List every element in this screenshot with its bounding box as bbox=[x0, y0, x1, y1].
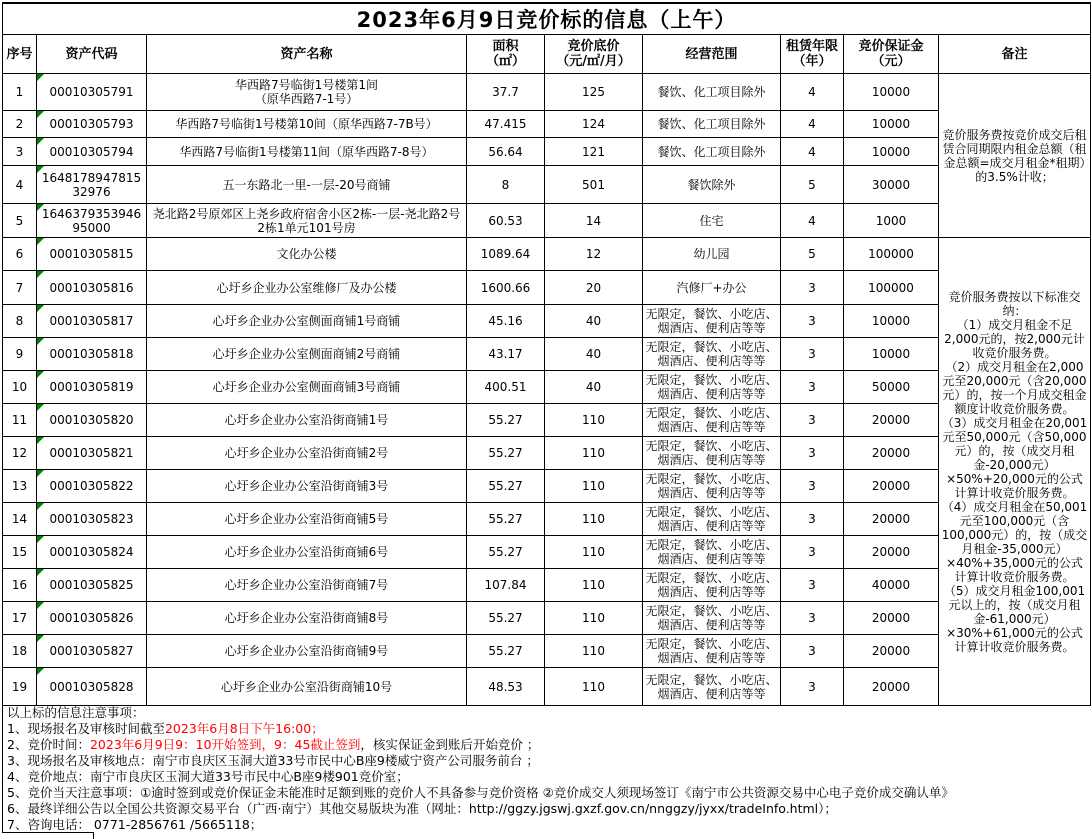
note-highlight-text: 2023年6月8日下午16:00； bbox=[164, 721, 324, 736]
cell-asset-code: 00010305793 bbox=[37, 111, 147, 138]
cell-start-price: 40 bbox=[545, 371, 643, 404]
cell-asset-code: 00010305817 bbox=[37, 305, 147, 338]
cell-index: 18 bbox=[3, 635, 37, 668]
cell-business-scope: 无限定，餐饮、小吃店、烟酒店、便利店等等 bbox=[643, 503, 781, 536]
cell-deposit: 40000 bbox=[844, 569, 939, 602]
cell-corner-marker-icon bbox=[37, 404, 44, 411]
column-header-4: 竞价底价 （元/㎡/月） bbox=[545, 35, 643, 74]
cell-area: 55.27 bbox=[467, 503, 545, 536]
cell-area: 60.53 bbox=[467, 204, 545, 238]
cell-deposit: 100000 bbox=[844, 238, 939, 271]
cell-lease-years: 3 bbox=[781, 437, 844, 470]
cell-index: 13 bbox=[3, 470, 37, 503]
cell-corner-marker-icon bbox=[37, 111, 44, 118]
cell-corner-marker-icon bbox=[37, 271, 44, 278]
cell-asset-code: 00010305791 bbox=[37, 74, 147, 111]
remark-paragraph: （2）成交月租金在2,000元至20,000元（含20,000元）的，按一个月成交租金额度计收竞价服务费。 bbox=[942, 359, 1087, 416]
note-line-2 bbox=[7, 737, 1092, 753]
table-row bbox=[3, 536, 1091, 569]
note-line-6 bbox=[7, 801, 1092, 817]
cell-index: 15 bbox=[3, 536, 37, 569]
cell-lease-years: 3 bbox=[781, 404, 844, 437]
table-row bbox=[3, 238, 1091, 271]
cell-business-scope: 无限定，餐饮、小吃店、烟酒店、便利店等等 bbox=[643, 470, 781, 503]
table-header-row bbox=[3, 35, 1091, 74]
remark-paragraph: （3）成交月租金在20,001元至50,000元（含50,000元）的，按（成交月租金-20,000元）×50%+20,000元的公式计算计收竞价服务费。 bbox=[941, 415, 1088, 500]
note-text: 7、咨询电话： 0771-2856761 /5665118； bbox=[7, 817, 263, 832]
title-row bbox=[3, 3, 1091, 35]
note-line-1 bbox=[7, 721, 1092, 737]
cell-start-price: 14 bbox=[545, 204, 643, 238]
cell-start-price: 20 bbox=[545, 271, 643, 305]
cell-area: 45.16 bbox=[467, 305, 545, 338]
cell-business-scope: 无限定，餐饮、小吃店、烟酒店、便利店等等 bbox=[643, 371, 781, 404]
cell-business-scope: 无限定，餐饮、小吃店、烟酒店、便利店等等 bbox=[643, 338, 781, 371]
cell-corner-marker-icon bbox=[37, 437, 44, 444]
note-line-3 bbox=[7, 753, 1092, 769]
cell-asset-code: 00010305826 bbox=[37, 602, 147, 635]
cell-corner-marker-icon bbox=[37, 166, 44, 173]
cell-lease-years: 3 bbox=[781, 503, 844, 536]
note-line-5 bbox=[7, 785, 1092, 801]
cell-lease-years: 3 bbox=[781, 536, 844, 569]
table-row bbox=[3, 138, 1091, 166]
cell-index: 12 bbox=[3, 437, 37, 470]
note-text: 1、现场报名及审核时间截至 bbox=[7, 721, 165, 736]
cell-deposit: 20000 bbox=[844, 635, 939, 668]
table-row bbox=[3, 74, 1091, 111]
notes-block bbox=[2, 705, 1092, 833]
cell-business-scope: 餐饮、化工项目除外 bbox=[643, 111, 781, 138]
remark-paragraph: （1）成交月租金不足2,000元的，按2,000元计收竞价服务费。 bbox=[944, 317, 1085, 360]
cell-start-price: 40 bbox=[545, 338, 643, 371]
table-row bbox=[3, 338, 1091, 371]
table-row bbox=[3, 305, 1091, 338]
cell-deposit: 10000 bbox=[844, 74, 939, 111]
note-line-4 bbox=[7, 769, 1092, 785]
cell-area: 400.51 bbox=[467, 371, 545, 404]
cell-area: 55.27 bbox=[467, 602, 545, 635]
cell-area: 107.84 bbox=[467, 569, 545, 602]
cell-deposit: 10000 bbox=[844, 111, 939, 138]
cell-lease-years: 3 bbox=[781, 305, 844, 338]
cell-lease-years: 3 bbox=[781, 668, 844, 706]
cell-business-scope: 餐饮、化工项目除外 bbox=[643, 74, 781, 111]
cell-asset-code: 00010305828 bbox=[37, 668, 147, 706]
cell-start-price: 501 bbox=[545, 166, 643, 204]
cell-business-scope: 无限定，餐饮、小吃店、烟酒店、便利店等等 bbox=[643, 536, 781, 569]
cell-asset-name: 心圩乡企业办公室沿街商铺2号 bbox=[147, 437, 467, 470]
cell-area: 55.27 bbox=[467, 404, 545, 437]
cell-lease-years: 4 bbox=[781, 111, 844, 138]
cell-index: 19 bbox=[3, 668, 37, 706]
column-header-5: 经营范围 bbox=[643, 35, 781, 74]
cell-area: 8 bbox=[467, 166, 545, 204]
table-row bbox=[3, 503, 1091, 536]
cell-asset-code: 00010305819 bbox=[37, 371, 147, 404]
cell-asset-code: 164637935394695000 bbox=[37, 204, 147, 238]
cell-business-scope: 汽修厂+办公 bbox=[643, 271, 781, 305]
cell-lease-years: 5 bbox=[781, 238, 844, 271]
cell-asset-code: 164817894781532976 bbox=[37, 166, 147, 204]
note-text: 以上标的信息注意事项： bbox=[7, 705, 145, 720]
table-row bbox=[3, 602, 1091, 635]
cell-deposit: 50000 bbox=[844, 371, 939, 404]
cell-deposit: 20000 bbox=[844, 602, 939, 635]
cell-start-price: 110 bbox=[545, 437, 643, 470]
table-row bbox=[3, 437, 1091, 470]
cell-deposit: 10000 bbox=[844, 138, 939, 166]
cell-business-scope: 幼儿园 bbox=[643, 238, 781, 271]
cell-business-scope: 无限定，餐饮、小吃店、烟酒店、便利店等等 bbox=[643, 404, 781, 437]
cell-corner-marker-icon bbox=[37, 305, 44, 312]
cell-asset-name: 心圩乡企业办公室沿街商铺9号 bbox=[147, 635, 467, 668]
note-text: ，核实保证金到账后开始竞价 ； bbox=[360, 737, 540, 752]
cell-corner-marker-icon bbox=[37, 74, 44, 81]
note-text: 3、现场报名及审核地点：南宁市良庆区玉洞大道33号市民中心B座9楼威宁资产公司服务前台 ； bbox=[7, 753, 539, 768]
cell-index: 17 bbox=[3, 602, 37, 635]
cell-asset-code: 00010305821 bbox=[37, 437, 147, 470]
cell-business-scope: 无限定，餐饮、小吃店、烟酒店、便利店等等 bbox=[643, 602, 781, 635]
bid-info-table bbox=[2, 2, 1091, 706]
cell-area: 1089.64 bbox=[467, 238, 545, 271]
cell-asset-code: 00010305818 bbox=[37, 338, 147, 371]
cell-area: 56.64 bbox=[467, 138, 545, 166]
table-row bbox=[3, 569, 1091, 602]
cell-index: 1 bbox=[3, 74, 37, 111]
table-row bbox=[3, 166, 1091, 204]
cell-corner-marker-icon bbox=[37, 338, 44, 345]
page-title: 2023年6月9日竞价标的信息（上午） bbox=[3, 3, 1091, 35]
cell-asset-name: 华西路7号临街1号楼第11间（原华西路7-8号） bbox=[147, 138, 467, 166]
cell-lease-years: 3 bbox=[781, 569, 844, 602]
cell-business-scope: 无限定，餐饮、小吃店、烟酒店、便利店等等 bbox=[643, 668, 781, 706]
cell-start-price: 125 bbox=[545, 74, 643, 111]
cell-lease-years: 4 bbox=[781, 138, 844, 166]
cell-start-price: 124 bbox=[545, 111, 643, 138]
cell-business-scope: 无限定，餐饮、小吃店、烟酒店、便利店等等 bbox=[643, 569, 781, 602]
cell-asset-name: 心圩乡企业办公室侧面商铺1号商铺 bbox=[147, 305, 467, 338]
cell-corner-marker-icon bbox=[37, 668, 44, 675]
cell-asset-name: 心圩乡企业办公室沿街商铺8号 bbox=[147, 602, 467, 635]
cell-start-price: 110 bbox=[545, 503, 643, 536]
cell-area: 55.27 bbox=[467, 536, 545, 569]
table-row bbox=[3, 635, 1091, 668]
cell-start-price: 110 bbox=[545, 635, 643, 668]
cell-deposit: 30000 bbox=[844, 166, 939, 204]
note-text: 4、竞价地点：南宁市良庆区玉洞大道33号市民中心B座9楼901竞价室； bbox=[7, 769, 409, 784]
table-row bbox=[3, 371, 1091, 404]
cell-start-price: 110 bbox=[545, 404, 643, 437]
cell-lease-years: 3 bbox=[781, 338, 844, 371]
table-row bbox=[3, 470, 1091, 503]
cell-deposit: 20000 bbox=[844, 536, 939, 569]
cell-start-price: 110 bbox=[545, 602, 643, 635]
cell-asset-code: 00010305824 bbox=[37, 536, 147, 569]
remark-paragraph: （4）成交月租金在50,001元至100,000元（含100,000元）的，按（成交月租金-35,000元）×40%+35,000元的公式计算计收竞价服务费。 bbox=[941, 499, 1088, 584]
cell-asset-name: 心圩乡企业办公室沿街商铺7号 bbox=[147, 569, 467, 602]
cell-start-price: 12 bbox=[545, 238, 643, 271]
cell-deposit: 20000 bbox=[844, 503, 939, 536]
cell-lease-years: 4 bbox=[781, 74, 844, 111]
cell-index: 7 bbox=[3, 271, 37, 305]
cell-deposit: 20000 bbox=[844, 470, 939, 503]
note-line-0 bbox=[7, 705, 1092, 721]
cell-start-price: 121 bbox=[545, 138, 643, 166]
cell-remark bbox=[939, 74, 1091, 238]
cell-area: 47.415 bbox=[467, 111, 545, 138]
cell-area: 55.27 bbox=[467, 470, 545, 503]
cell-business-scope: 餐饮除外 bbox=[643, 166, 781, 204]
cell-corner-marker-icon bbox=[37, 569, 44, 576]
cell-deposit: 10000 bbox=[844, 338, 939, 371]
note-text: 5、竞价当天注意事项：①逾时签到或竞价保证金未能准时足额到账的竞价人不具备参与竞价资格 ②竞价成交人须现场签订《南宁市公共资源交易中心电子竞价成交确认单》 bbox=[7, 785, 954, 800]
cell-corner-marker-icon bbox=[37, 204, 44, 211]
cell-index: 5 bbox=[3, 204, 37, 238]
note-line-7 bbox=[7, 817, 1092, 833]
cell-start-price: 110 bbox=[545, 569, 643, 602]
cell-asset-code: 00010305823 bbox=[37, 503, 147, 536]
cell-corner-marker-icon bbox=[37, 635, 44, 642]
note-text: 6、最终详细公告以全国公共资源交易平台（广西·南宁）其他交易版块为准（网址：http://ggzy.jgswj.gxzf.gov.cn/nnggzy/jyxx/tradeInfo.html）； bbox=[7, 801, 837, 816]
cell-asset-name: 心圩乡企业办公室沿街商铺1号 bbox=[147, 404, 467, 437]
cell-lease-years: 3 bbox=[781, 470, 844, 503]
column-header-7: 竞价保证金 （元） bbox=[844, 35, 939, 74]
cell-business-scope: 餐饮、化工项目除外 bbox=[643, 138, 781, 166]
cell-asset-code: 00010305827 bbox=[37, 635, 147, 668]
cell-asset-name: 心圩乡企业办公室侧面商铺3号商铺 bbox=[147, 371, 467, 404]
cell-start-price: 110 bbox=[545, 536, 643, 569]
cell-corner-marker-icon bbox=[37, 503, 44, 510]
table-row bbox=[3, 668, 1091, 706]
column-header-1: 资产代码 bbox=[37, 35, 147, 74]
cell-lease-years: 4 bbox=[781, 204, 844, 238]
cell-lease-years: 5 bbox=[781, 166, 844, 204]
table-row bbox=[3, 404, 1091, 437]
cell-asset-name: 心圩乡企业办公室沿街商铺6号 bbox=[147, 536, 467, 569]
cell-asset-code: 00010305820 bbox=[37, 404, 147, 437]
cell-corner-marker-icon bbox=[37, 470, 44, 477]
cell-index: 6 bbox=[3, 238, 37, 271]
cell-lease-years: 3 bbox=[781, 602, 844, 635]
cell-lease-years: 3 bbox=[781, 371, 844, 404]
cell-business-scope: 无限定，餐饮、小吃店、烟酒店、便利店等等 bbox=[643, 437, 781, 470]
cell-asset-name: 尧北路2号原郊区上尧乡政府宿舍小区2栋-一层-尧北路2号2栋1单元101号房 bbox=[147, 204, 467, 238]
cell-deposit: 10000 bbox=[844, 305, 939, 338]
cell-area: 1600.66 bbox=[467, 271, 545, 305]
column-header-8: 备注 bbox=[939, 35, 1091, 74]
cell-business-scope: 无限定，餐饮、小吃店、烟酒店、便利店等等 bbox=[643, 305, 781, 338]
cell-asset-code: 00010305825 bbox=[37, 569, 147, 602]
column-header-0: 序号 bbox=[3, 35, 37, 74]
table-row bbox=[3, 271, 1091, 305]
table-row bbox=[3, 204, 1091, 238]
cell-business-scope: 无限定，餐饮、小吃店、烟酒店、便利店等等 bbox=[643, 635, 781, 668]
cell-asset-name: 心圩乡企业办公室沿街商铺3号 bbox=[147, 470, 467, 503]
cell-asset-name: 华西路7号临街1号楼第1间 （原华西路7-1号） bbox=[147, 74, 467, 111]
cell-asset-code: 00010305822 bbox=[37, 470, 147, 503]
cell-corner-marker-icon bbox=[37, 602, 44, 609]
cell-asset-name: 文化办公楼 bbox=[147, 238, 467, 271]
cell-lease-years: 3 bbox=[781, 271, 844, 305]
cell-asset-code: 00010305816 bbox=[37, 271, 147, 305]
cell-asset-code: 00010305815 bbox=[37, 238, 147, 271]
cell-area: 55.27 bbox=[467, 437, 545, 470]
note-highlight-text: 2023年6月9日9：10开始签到，9：45截止签到 bbox=[89, 737, 361, 752]
cell-start-price: 110 bbox=[545, 668, 643, 706]
cell-index: 3 bbox=[3, 138, 37, 166]
cell-area: 48.53 bbox=[467, 668, 545, 706]
cell-deposit: 20000 bbox=[844, 437, 939, 470]
cell-corner-marker-icon bbox=[37, 138, 44, 145]
cell-start-price: 110 bbox=[545, 470, 643, 503]
column-header-6: 租赁年限 （年） bbox=[781, 35, 844, 74]
cell-index: 4 bbox=[3, 166, 37, 204]
cell-asset-name: 华西路7号临街1号楼第10间（原华西路7-7B号） bbox=[147, 111, 467, 138]
cell-area: 55.27 bbox=[467, 635, 545, 668]
cell-remark bbox=[939, 238, 1091, 706]
cell-asset-name: 五一东路北一里-一层-20号商铺 bbox=[147, 166, 467, 204]
cell-index: 9 bbox=[3, 338, 37, 371]
remark-paragraph: （5）成交月租金100,001元以上的，按（成交月租金-61,000元）×30%+61,000元的公式计算计收竞价服务费。 bbox=[943, 583, 1086, 654]
cell-index: 11 bbox=[3, 404, 37, 437]
cell-business-scope: 住宅 bbox=[643, 204, 781, 238]
cell-start-price: 40 bbox=[545, 305, 643, 338]
cell-index: 10 bbox=[3, 371, 37, 404]
cell-index: 14 bbox=[3, 503, 37, 536]
cell-asset-name: 心圩乡企业办公室沿街商铺10号 bbox=[147, 668, 467, 706]
cell-deposit: 100000 bbox=[844, 271, 939, 305]
cell-deposit: 20000 bbox=[844, 668, 939, 706]
note-text: 2、竞价时间： bbox=[7, 737, 90, 752]
column-header-2: 资产名称 bbox=[147, 35, 467, 74]
cell-area: 43.17 bbox=[467, 338, 545, 371]
cell-asset-name: 心圩乡企业办公室维修厂及办公楼 bbox=[147, 271, 467, 305]
cell-index: 8 bbox=[3, 305, 37, 338]
cell-lease-years: 3 bbox=[781, 635, 844, 668]
cell-corner-marker-icon bbox=[37, 238, 44, 245]
cell-index: 16 bbox=[3, 569, 37, 602]
cell-index: 2 bbox=[3, 111, 37, 138]
cell-deposit: 1000 bbox=[844, 204, 939, 238]
cell-area: 37.7 bbox=[467, 74, 545, 111]
remark-paragraph: 竞价服务费按竞价成交后租赁合同期限内租金总额（租金总额=成交月租金*租期）的3.5%计收； bbox=[942, 127, 1087, 184]
cell-corner-marker-icon bbox=[37, 371, 44, 378]
cell-asset-name: 心圩乡企业办公室侧面商铺2号商铺 bbox=[147, 338, 467, 371]
table-row bbox=[3, 111, 1091, 138]
cell-corner-marker-icon bbox=[37, 536, 44, 543]
cell-deposit: 20000 bbox=[844, 404, 939, 437]
column-header-3: 面积 （㎡） bbox=[467, 35, 545, 74]
cell-asset-code: 00010305794 bbox=[37, 138, 147, 166]
cell-asset-name: 心圩乡企业办公室沿街商铺5号 bbox=[147, 503, 467, 536]
remark-paragraph: 竞价服务费按以下标准交纳： bbox=[948, 289, 1081, 318]
